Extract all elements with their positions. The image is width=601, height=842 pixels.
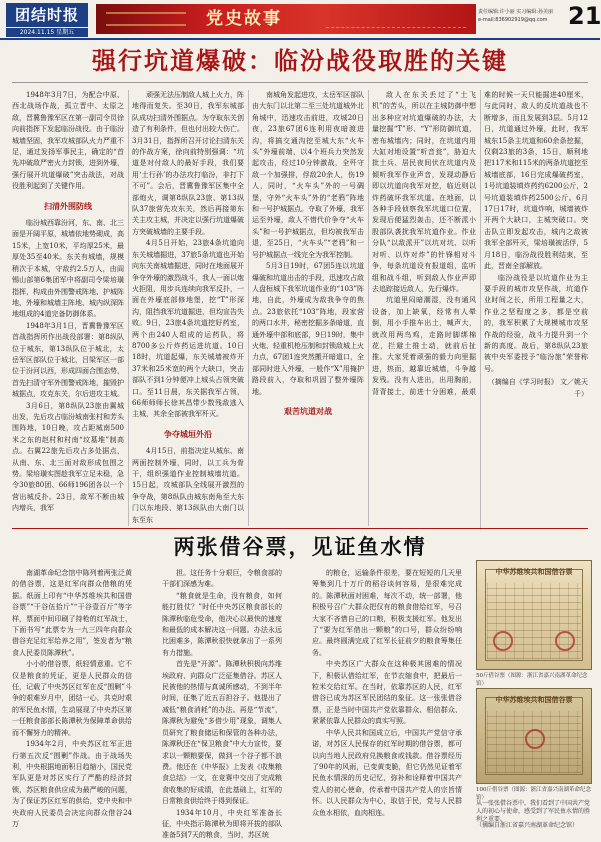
masthead-rule [0,38,600,40]
article1-subhead-b: 争夺城垣外沿 [164,429,212,439]
paragraph: 担。这任务十分艰巨，令粮食部的干部们深感为难。 [162,569,282,589]
paragraph: 临汾战役是以坑道作业为主要手段的城市攻坚作战，坑道作业时间之长，所用工程量之大，作业之坚程度之多，都是空前的，我军积累了大规模城市攻坚作战的经验，战斗力提升到一个新的高度。战后，第8纵队23旅被中央军委授予“临汾旅”荣誉称号。 [484,273,588,373]
paragraph: “粮食就是生命，没有粮食，如何能打胜仗？”时任中央苏区粮食部长的陈潭秋临危受命，他决心以最快的速度和最低的成本解决这一问题。办法永远比困难多，陈潭秋很快就拿出了一系列有力措施。 [162,591,282,657]
image-caption: 100斤借谷票（图源：浙江省嘉兴南湖革命纪念馆） [476,787,591,801]
paragraph: 3月6日，第8纵队23旅由翼城出发，先后攻占临汾城南张村和芳头围阵地，10日晚，攻占距城南500米之东的赵村和村南“坟墓堆”制高点。右翼22旅先后攻占多处据点，从南、东、北三面对敌形成包围之势。梁培璜实图趁我军立足未稳，急令30旅80团、66师196团各以一个营出城反扑。23日，敌军不断由城内增兵，我军 [12,401,124,513]
column-divider [368,90,369,526]
red-seal-icon [493,631,513,651]
newspaper-logo: 团结时报 [6,3,88,27]
article2-byline: （摘编自浙江省嘉兴南湖革命纪念馆） [476,822,579,829]
article1-column-2 [132,90,244,530]
article2-column-3 [312,568,462,830]
paragraph: 中央苏区广大群众在这种极其困难的情况下，积极认借给红军，在节衣缩食中，把最后一粒米交给红军。在当时，依靠苏区的人民，红军借谷已成为苏区军民团结的象征。这一张张借谷票，正是当时中国共产党依靠群众、相信群众、紧紧依靠人民群众的真实写照。 [312,660,462,726]
paragraph: 1948年3月7日，为配合中原、西北战场作战，孤立晋中、太原之敌，晋冀鲁豫军区在第一副司令员徐向前指挥下发起临汾战役。由于临汾城墙坚固，我军攻城部队火力严重不足，通过发扬军事民主，确定的“首先冲破敌严密火力封锁，进到外壕，强行展开坑道爆破”突击战法，对战役胜利起到了关键作用。 [12,91,124,191]
paragraph: 5月3日19时，67团5连以坑道爆破和坑道出击的手段，迅速攻占敌人盘桓城下我军坑道作业的“103”阵地，自此，外壕成为敌我争夺的焦点。23旅依托“103”阵地，段家营的两口水井，秘密挖掘多条暗道，直通外壕中部和底部，9日19时，集中火炮、轻重机枪压制和封锁敌城上火力点，67团1连突然搬开暗道口，全部同时进入外壕，一般作“X”用掩护路段前入，夺取和巩固了整外壕阵地。 [252,262,364,396]
paragraph: 1948年3月1日，晋冀鲁豫军区首战指挥所作出战役部署：第8纵队位于城东，第13纵队位于城北，太岳军区部队位于城北，吕梁军区一部位于汾河以西，形成四面合围态势，首先扫清守军外围警戒阵地，摧毁护城据点，攻克东关，尔后进攻主城。 [12,321,124,399]
paragraph: 4月15日，前指决定从城东、南两面控制外壕，同时，以工兵为骨干，组织强道作业控制城墙坑道。15日起，攻城部队全线展开激烈的争夺战，第8纵队由城东南角至大东门以东地段、第13纵队由大南门以东至东 [132,447,244,524]
paragraph: 4月5日开始，23旅4条坑道向东关城墙掘进，37旅5条坑道也开始向东关南城墙掘进，同时在地面展开争夺外壕的激烈战斗，我人一面以炮火拒阻，用步兵连续向我军反扑，一面在外壕底部修地堡，挖“T”形深沟，阻挡我军坑道掘进，但均宣告失败。9日，23旅4条坑道挖好药室，两个由240人组成的运药队，将8700多公斤炸药运进坑道。10日18时，坑道起爆，东关城墙被炸开37米和25米宽的两个大缺口，突击部队不到1分钟便冲上城头占领突破口。至11日晨，东关据我军占领，66师师师长徐其昌带少数残敌逃入主城，其余全部被我军歼灭。 [132,239,244,419]
article1-column-3 [252,90,364,530]
editor-email: e-mail:836902919@qq.com [478,17,548,23]
column-divider [248,90,249,526]
paragraph: 坑道里闷暗潮湿，没有通风设备，加上缺氧，经常有人晕倒，用小手推车出土，喊声大，就改用两鸟鸡，走路时脚绑棉花，拦避土推土动，就前后扯推。大家凭着顽强的毅力向里掘进，热而，越靠近城墙，斗争越发残。没有人进出，出用胸前，背背接土，前进十分困难，最艰难的时候一天只能掘进40厘米，与此同时，敌人的反坑道战也不断增多，而且发展到3层。5月12日，坑道通过外壕，此时，我军城东15条主坑道和60余条挖掘，仅剩23旅的3条，15日，顺利地把117米和115米的两条坑道挖至城墙底部，16日完成爆破药室，1号坑道装填炸药约6200公斤，2号坑道装填炸药2500公斤。6月17日17时，坑道炸响，城墙被炸开两个大缺口，主城突破口。突击队立即发起攻击，城内之敌被我军全部歼灭，梁培璜被活俘，5月18日，临汾战役胜利结束，至此，晋南全部解放。 [372,91,588,396]
editor-credits [478,8,568,24]
paragraph: 1934年2月，中央苏区红军正进行第五次反“围剿”作战。由于战场失利，中央根据地面积日趋缩小，国民党军队更是对苏区实行了严酷的经济封锁，苏区粮食供应成为最严峻的问题，为了保证苏区红军的供给，党中央和中央政府人民委员会决定向群众借谷24万 [12,740,132,828]
red-seal-icon [525,729,545,749]
page-number: 21 [568,2,601,30]
article2-column-1 [12,568,132,830]
note-title: 中华苏维埃共和国借谷票 [495,567,573,576]
article1-column-4 [372,90,588,530]
paragraph: 1934年10月，中央红军准备长征，中央指示陈潭秋为即将开拔的部队准备5到7天的粮食，当时，苏区统 [162,808,282,840]
great-wall-decoration-icon [106,12,186,26]
editor-line: 责任编辑:许小丽 实习编辑:孙美丽 [478,9,553,15]
article2-headline: 两张借谷票，见证鱼水情 [173,535,427,559]
paragraph: 的粮仓，运输条件很差，要在短短的几天里筹集到几十万斤的稻谷谈何容易，是很难完成的。陈潭秋面对困难，每次不动，统一部署，他积极号召广大群众把仅有的粮食借给红军，号召大家不吝惜自己的口粮，积极支援红军。他发出了“要为红军借出一颗粮”的口号，群众纷纷响应。最终圆满完成了红军长征前夕的粮食筹集任务。 [312,569,462,657]
paragraph: 南城角发起进攻，太岳军区部队由大东门以北第二至三处坑道城外北角城中，迅速攻击前进，攻城20日夜，23旅67团6连利用夜暗渡进沟，将搞交通沟挖至城大东“火车头”外壕前端，以4个班兵力突然发起攻击，经过10分钟激战，全歼守敌一个加强排，俘敌20余人，伤19人，同时，“火车头”外的一号碉堡，守外“火车头”外的“老鸦”阵地和一号护城据点。夺取了外壕，我军运至外壕，敌人不惜代价争夺“火车头”和一号护城据点，但均被我军击退，至25日，“火车头”“老鸦”和一号护城据点一线完全为我军控制。 [252,91,364,259]
article1-subhead-a: 扫清外围防线 [44,201,92,211]
red-seal-icon [555,631,575,651]
article2-closing: 从一张张借谷票中，我们看到了中国共产党人的初心与使命，感受到了军民鱼水情的胜利之重要。 [476,800,591,823]
article1-headline: 强行坑道爆破：临汾战役取胜的关键 [92,47,508,75]
article-divider [12,528,588,529]
paragraph: 临汾城西靠汾河，东、南、北三面是开阔平原，城墙依地势砌成，高15米，上宽10米，平均厚25米，最厚处35至40米。东关有城墙，规模稍次于本城，守敌约2.5万人，由阎锡山部第6集团军中将副司令梁培璜指挥，构成由外围警戒阵地、护城阵地、外壕和城墙主阵地、城内纵深阵地组成的4道完备防御体系。 [12,219,124,319]
paragraph: 敌人在东关丢过了“土飞机”的苦头，所以在主城防御中想出多种应对坑道爆破的办法，大量挖掘“T”形、“Y”形防御坑道，密布城墙内；同时，在坑道内用大缸对地设置“听音瓮”，胁迫大批土兵、居民夜间伏在坑道内及倾听我军作业声音，发现动静后即以坑道向我军对挖，临近则以炸药破坏我军坑道。在地面，以各种手段侦察我军坑道口位置，发现后便猛烈轰击，还不断派小股部队袭扰我军坑道作业。作业分队“以敌派开”以坑对坑、以听对听、以炸对炸”的针锋相对斗争，每条坑道设有报道组，监听组和战斗组，听到敌人作业声即去追踪接近敌人，先行爆炸。 [372,91,476,293]
paragraph: 顽强无法压制敌人城上火力，阵地得而复失。至30日，我军东城部队成功扫清外围据点。为夺取东关创造了有利条件，但也付出较大伤亡。3月31日，指挥所召开讨论扫清东关的作战方案，徐向前特别强调：“坑道是对付敌人的最好手段，我们要用‘土行孙’的办法攻打临汾，非打下不可”。会后，晋冀鲁豫军区集中全部炮火，调第8纵队23旅、第13纵队37旅营先攻东关，然后再接第东关主攻主城，并决定以强行坑道爆破方突破城墙的主要手段。 [132,91,244,236]
article2-column-2 [162,568,282,840]
grain-note-100-image [476,688,592,784]
column-divider [128,90,129,526]
paragraph: 中华人民共和国成立后，中国共产党信守承诺，对苏区人民保存的红军时期的借谷票，都可以向当地人民政府兑换粮食或钱款。借谷票经历了90年的风雨，已变黄变脆，但它仍然见证着军民鱼水情深的历史记忆，弥补和诠释着中国共产党人的初心使命，传承着中国共产党人的宗旨情怀。以人民群众为中心，取信于民，党与人民群众鱼水相依，血肉相连。 [312,728,462,817]
issue-date: 2024.11.15 星期五 [6,28,88,37]
grain-note-50-image [476,560,592,670]
section-banner [96,4,476,34]
paragraph: 首先是“开源”。陈潭秋积极向苏维埃政府、向群众广泛征集借谷。苏区人民被他的热情与真诚所感动，不到半年时间，征集了近五百担谷子。他提出了减低“粮食消耗”的办法。再是“节流”，陈潭秋为避免“多借少用”现象，调集人员研究了粮食储运和保管的各种办法，陈潭秋还在“保卫粮食”中大力宣传，要求以一颗粮要保，做到一个谷子都不浪费。他还在《中华报》上发表《收集粮食总结》一文，在竞赛中交出了完成粮食收集的好成绩，在此基础上，红军的日常粮食供给终于得到保证。 [162,660,282,806]
note-title: 中华苏维埃共和国借谷票 [495,695,573,704]
mountain-decoration-icon [326,10,466,28]
paragraph: 南湖革命纪念馆中陈列着两张泛黄的借谷票，这是红军向群众借粮的凭据。纸面上印有“中华苏维埃共和国借谷票”“干谷伍拾斤”“干谷壹百斤”等字样，票面中间印刷了持枪的红军战士，下面书写“此票专为一九三四年向群众借谷充足红军给养之用”，签发者为“粮食人民委员陈潭秋”。 [12,569,132,657]
article1-subhead-c: 艰苦坑道对战 [284,406,332,416]
article1-byline: （摘编自《学习时报》 文／姚天千） [487,378,588,398]
image-caption: 50斤借谷票（图源：浙江省嘉兴南湖革命纪念馆） [476,673,588,687]
article1-column-1 [12,90,124,530]
masthead [0,0,600,38]
paragraph: 小小的借谷票，纸轻情意重。它不仅是粮食的凭证，更是人民群众的信任，记载了中央苏区红军在反“围剿”斗争的艰难岁月中，团结一心，共克时艰的军民鱼水情，生动展现了中央苏区第一任粮食部部长陈潭秋为保障革命供给而不懈努力的精神。 [12,660,132,737]
section-title: 党史故事 [206,9,282,29]
headline-rule [12,82,588,83]
